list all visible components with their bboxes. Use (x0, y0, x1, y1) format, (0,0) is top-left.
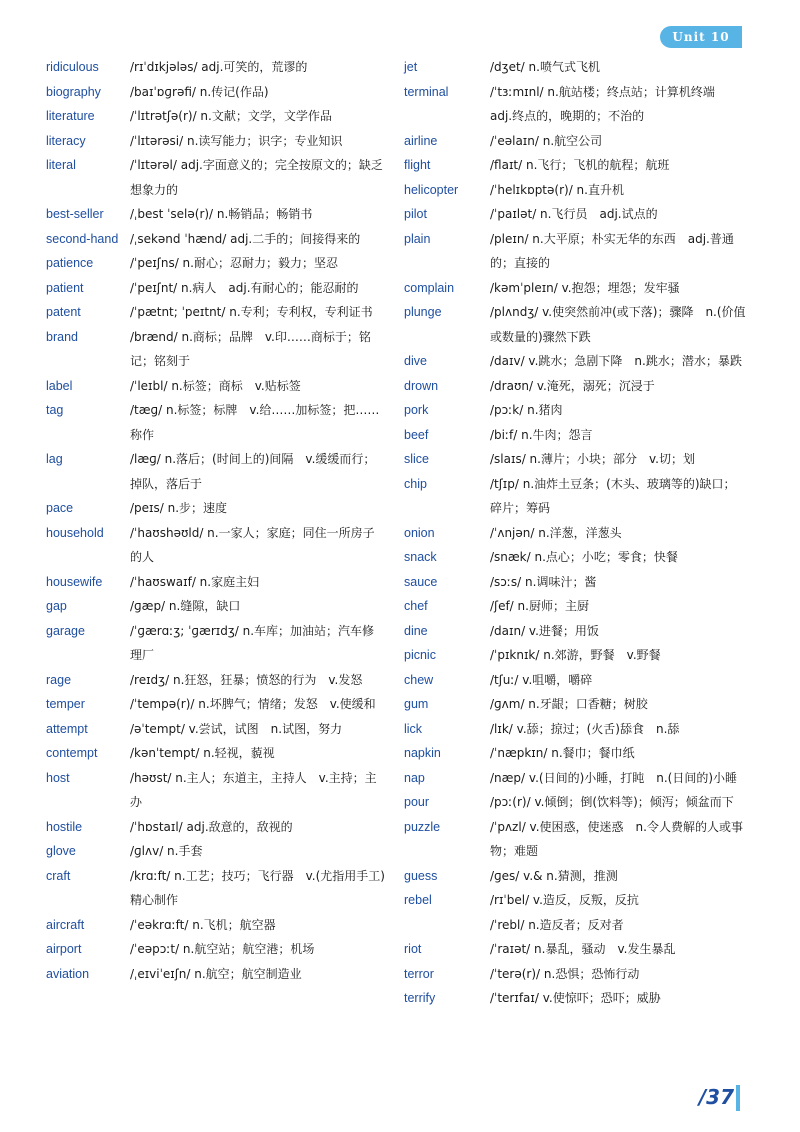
vocab-word: snack (404, 550, 437, 564)
vocab-definition: /tæɡ/ n.标签；标牌 v.给……加标签；把……称作 (130, 403, 380, 442)
vocab-definition: /ˈlɪtərəsi/ n.读写能力；识字；专业知识 (130, 133, 343, 148)
vocab-definition: /plʌndʒ/ v.使突然前冲(或下落)；骤降 n.(价值或数量的)骤然下跌 (490, 305, 746, 344)
right-column (404, 55, 746, 1011)
vocab-definition: /ɡlʌv/ n.手套 (130, 844, 203, 858)
vocab-definition: /ˌbest ˈselə(r)/ n.畅销品；畅销书 (130, 207, 313, 221)
vocab-entry (46, 937, 386, 962)
vocab-entry (46, 668, 386, 693)
vocab-definition: /ˈtɜːmɪnl/ n.航站楼；终点站；计算机终端 adj.终点的，晚期的；不治的 (490, 84, 727, 123)
vocab-word: rebel (404, 893, 432, 907)
vocab-entry (404, 766, 746, 791)
vocab-entry (46, 325, 386, 374)
vocab-word: patent (46, 305, 81, 319)
vocab-word: chip (404, 476, 427, 491)
vocab-word: jet (404, 60, 418, 74)
vocab-entry (404, 913, 746, 938)
vocab-entry (46, 594, 386, 619)
vocab-definition: /həʊst/ n.主人；东道主，主持人 v.主持；主办 (130, 770, 377, 809)
vocab-definition: /ˈtempə(r)/ n.坏脾气；情绪；发怒 v.使缓和 (130, 697, 376, 711)
vocab-word: gap (46, 599, 67, 613)
vocab-definition: /ˈeəkrɑːft/ n.飞机；航空器 (130, 917, 276, 932)
vocab-definition: /biːf/ n.牛肉；怨言 (490, 427, 593, 442)
vocab-entry (46, 374, 386, 399)
vocab-entry (46, 276, 386, 301)
vocab-definition: /draʊn/ v.淹死，溺死；沉浸于 (490, 378, 655, 393)
vocab-word: pilot (404, 207, 427, 221)
vocab-word: craft (46, 868, 71, 883)
vocab-definition: /pɔːk/ n.猪肉 (490, 403, 563, 417)
vocab-entry (46, 692, 386, 717)
vocab-entry (404, 349, 746, 374)
vocab-entry (46, 202, 386, 227)
vocab-definition: /reɪdʒ/ n.狂怒，狂暴；愤怒的行为 v.发怒 (130, 672, 363, 687)
vocab-entry (46, 447, 386, 496)
vocab-word: pork (404, 403, 429, 417)
vocab-definition: /sɔːs/ n.调味汁；酱 (490, 574, 597, 589)
vocab-definition: /ˈpʌzl/ v.使困惑，使迷惑 n.令人费解的人或事物；难题 (490, 819, 743, 858)
vocab-definition: /dʒet/ n.喷气式飞机 (490, 60, 600, 74)
vocab-definition: /daɪn/ v.进餐；用饭 (490, 623, 599, 638)
vocab-definition: /krɑːft/ n.工艺；技巧；飞行器 v.(尤指用手工)精心制作 (130, 868, 385, 907)
vocab-definition: /əˈtempt/ v.尝试，试图 n.试图，努力 (130, 721, 343, 736)
vocab-word: patient (46, 280, 84, 295)
vocab-entry (404, 521, 746, 546)
vocab-definition: /rɪˈdɪkjələs/ adj.可笑的，荒谬的 (130, 60, 308, 74)
vocab-entry (46, 717, 386, 742)
vocab-definition: /peɪs/ n.步；速度 (130, 501, 228, 515)
vocab-definition: /pleɪn/ n.大平原；朴实无华的东西 adj.普通的；直接的 (490, 231, 734, 270)
vocab-definition: /ˈlɪtrətʃə(r)/ n.文献；文学，文学作品 (130, 109, 332, 123)
vocab-word: biography (46, 84, 101, 99)
vocab-word: sauce (404, 574, 438, 589)
vocab-entry (46, 398, 386, 447)
vocab-word: host (46, 770, 70, 785)
vocab-word: rage (46, 672, 72, 687)
vocab-word: onion (404, 525, 435, 540)
vocab-word: airport (46, 942, 82, 956)
vocab-word: flight (404, 158, 431, 172)
vocab-entry (404, 374, 746, 399)
vocab-definition: /ˈeəpɔːt/ n.航空站；航空港；机场 (130, 942, 315, 956)
vocab-definition: /ɡæp/ n.缝隙，缺口 (130, 599, 241, 613)
vocab-definition: /ˈhɒstaɪl/ adj.敌意的，敌视的 (130, 819, 293, 834)
vocab-definition: /ˈpeɪʃns/ n.耐心；忍耐力；毅力；坚忍 (130, 256, 338, 270)
vocab-definition: /ˈnæpkɪn/ n.餐巾；餐巾纸 (490, 746, 635, 760)
vocab-definition: /pɔː(r)/ v.倾倒；倒(饮料等)；倾泻；倾盆而下 (490, 795, 734, 809)
vocab-definition: /tʃɪp/ n.油炸土豆条；(木头、玻璃等的)缺口；碎片；筹码 (490, 476, 736, 515)
vocab-definition: /rɪˈbel/ v.造反，反叛，反抗 (490, 893, 639, 907)
vocab-word: gum (404, 697, 429, 711)
vocab-word: chef (404, 599, 428, 613)
vocab-word: drown (404, 378, 439, 393)
vocab-entry (404, 398, 746, 423)
vocab-definition: /ˈterə(r)/ n.恐惧；恐怖行动 (490, 966, 640, 981)
vocab-entry (404, 741, 746, 766)
vocab-entry (404, 668, 746, 693)
vocab-word: brand (46, 329, 78, 344)
vocab-word: napkin (404, 746, 441, 760)
vocab-word: patience (46, 256, 94, 270)
vocab-word: nap (404, 770, 425, 785)
vocab-word: tag (46, 403, 64, 417)
vocab-word: guess (404, 868, 438, 883)
vocab-word: household (46, 525, 104, 540)
vocab-entry (404, 692, 746, 717)
vocab-definition: /ˈterɪfaɪ/ v.使惊吓；恐吓；威胁 (490, 991, 661, 1005)
vocab-entry (404, 717, 746, 742)
vocab-entry (404, 888, 746, 913)
vocab-word: attempt (46, 721, 88, 736)
vocab-entry (404, 619, 746, 644)
vocab-definition: /ˈraɪət/ n.暴乱，骚动 v.发生暴乱 (490, 942, 676, 956)
vocab-entry (404, 276, 746, 301)
vocab-entry (46, 741, 386, 766)
vocab-entry (404, 55, 746, 80)
vocab-definition: /ʃef/ n.厨师；主厨 (490, 599, 589, 613)
vocab-entry (46, 864, 386, 913)
vocab-entry (46, 570, 386, 595)
vocab-definition: /ˈpɪknɪk/ n.郊游，野餐 v.野餐 (490, 648, 661, 662)
left-column (46, 55, 386, 986)
vocab-word: plain (404, 231, 431, 246)
vocab-entry (46, 766, 386, 815)
vocab-definition: /baɪˈɒɡrəfi/ n.传记(作品) (130, 84, 269, 99)
vocab-entry (404, 178, 746, 203)
vocab-definition: /ˈʌnjən/ n.洋葱，洋葱头 (490, 525, 622, 540)
vocab-entry (46, 251, 386, 276)
vocab-word: riot (404, 942, 422, 956)
vocab-definition: /slaɪs/ n.薄片；小块；部分 v.切；划 (490, 452, 695, 466)
vocab-entry (404, 472, 746, 521)
vocab-word: airline (404, 133, 438, 148)
vocab-entry (46, 300, 386, 325)
vocab-entry (46, 521, 386, 570)
vocab-definition: /læɡ/ n.落后；(时间上的)间隔 v.缓缓而行；掉队，落后于 (130, 452, 376, 491)
vocab-word: literal (46, 158, 76, 172)
vocab-word: dine (404, 623, 428, 638)
vocab-entry (46, 129, 386, 154)
vocab-entry (46, 496, 386, 521)
vocab-definition: /flaɪt/ n.飞行；飞机的航程；航班 (490, 158, 670, 172)
vocab-entry (404, 790, 746, 815)
vocab-definition: /ɡes/ v.& n.猜测，推测 (490, 868, 618, 883)
vocab-definition: /ˌeɪviˈeɪʃn/ n.航空；航空制造业 (130, 966, 302, 981)
vocab-word: terminal (404, 84, 449, 99)
vocab-word: aviation (46, 966, 90, 981)
vocab-word: housewife (46, 574, 103, 589)
page-number: /37 (698, 1085, 734, 1109)
vocab-definition: /næp/ v.(日间的)小睡，打盹 n.(日间的)小睡 (490, 770, 738, 785)
vocab-definition: /tʃuː/ v.咀嚼，嚼碎 (490, 672, 593, 687)
vocab-word: best-seller (46, 207, 104, 221)
vocab-definition: /lɪk/ v.舔；掠过；(火舌)舔食 n.舔 (490, 721, 680, 736)
vocab-definition: /daɪv/ v.跳水；急剧下降 n.跳水；潜水；暴跌 (490, 354, 742, 368)
vocab-entry (404, 962, 746, 987)
vocab-word: chew (404, 672, 434, 687)
vocab-word: helicopter (404, 182, 459, 197)
vocab-entry (46, 80, 386, 105)
vocab-entry (404, 594, 746, 619)
vocab-definition: /ˈpætnt; ˈpeɪtnt/ n.专利；专利权，专利证书 (130, 305, 373, 319)
vocab-word: second-hand (46, 231, 119, 246)
vocab-entry (46, 619, 386, 668)
vocab-entry (404, 423, 746, 448)
vocab-entry (404, 447, 746, 472)
vocab-entry (46, 104, 386, 129)
vocab-word: ridiculous (46, 60, 99, 74)
vocab-word: contempt (46, 746, 98, 760)
vocab-entry (404, 153, 746, 178)
vocab-definition: /ɡʌm/ n.牙龈；口香糖；树胶 (490, 697, 648, 711)
vocab-word: literacy (46, 133, 86, 148)
vocab-entry (404, 643, 746, 668)
vocab-definition: /snæk/ n.点心；小吃；零食；快餐 (490, 550, 678, 564)
vocab-word: picnic (404, 648, 436, 662)
vocab-definition: /ˈhaʊswaɪf/ n.家庭主妇 (130, 574, 260, 589)
vocab-word: temper (46, 697, 85, 711)
vocab-word: pour (404, 795, 430, 809)
vocab-word: aircraft (46, 917, 85, 932)
vocab-entry (46, 839, 386, 864)
vocab-word: lick (404, 721, 423, 736)
vocab-word: plunge (404, 305, 442, 319)
vocab-word: slice (404, 452, 430, 466)
vocab-entry (404, 570, 746, 595)
vocab-definition: /kənˈtempt/ n.轻视，藐视 (130, 746, 275, 760)
vocab-entry (404, 202, 746, 227)
vocab-word: pace (46, 501, 74, 515)
vocab-word: label (46, 378, 73, 393)
vocab-definition: /ˈlɪtərəl/ adj.字面意义的；完全按原文的；缺乏想象力的 (130, 158, 383, 197)
vocab-entry (404, 129, 746, 154)
vocab-word: garage (46, 623, 85, 638)
vocab-word: complain (404, 280, 455, 295)
vocab-word: beef (404, 427, 429, 442)
vocab-definition: /ˈpeɪʃnt/ n.病人 adj.有耐心的；能忍耐的 (130, 280, 359, 295)
vocab-word: terrify (404, 991, 436, 1005)
vocab-definition: /ˈhaʊshəʊld/ n.一家人；家庭；同住一所房子的人 (130, 525, 375, 564)
vocab-word: lag (46, 452, 63, 466)
vocab-word: hostile (46, 819, 83, 834)
vocab-entry (46, 227, 386, 252)
vocab-entry (46, 913, 386, 938)
vocab-entry (46, 962, 386, 987)
vocab-entry (404, 80, 746, 129)
vocab-entry (46, 55, 386, 80)
vocab-word: puzzle (404, 819, 441, 834)
vocab-entry (46, 153, 386, 202)
vocab-definition: /ˈɡærɑːʒ; ˈɡærɪdʒ/ n.车库；加油站；汽车修理厂 (130, 623, 375, 662)
vocab-entry (46, 815, 386, 840)
vocab-entry (404, 864, 746, 889)
vocab-entry (404, 227, 746, 276)
vocab-entry (404, 545, 746, 570)
vocab-definition: /ˈleɪbl/ n.标签；商标 v.贴标签 (130, 378, 301, 393)
unit-badge: Unit 10 (660, 26, 742, 48)
vocab-word: dive (404, 354, 427, 368)
vocab-word: glove (46, 844, 76, 858)
vocab-definition: /ˈhelɪkɒptə(r)/ n.直升机 (490, 182, 624, 197)
vocab-definition: /ˌsekənd ˈhænd/ adj.二手的；间接得来的 (130, 231, 361, 246)
vocab-entry (404, 815, 746, 864)
vocab-word: literature (46, 109, 95, 123)
vocab-definition: /kəmˈpleɪn/ v.抱怨；埋怨；发牢骚 (490, 280, 680, 295)
vocab-entry (404, 937, 746, 962)
vocab-entry (404, 300, 746, 349)
vocab-definition: /ˈrebl/ n.造反者；反对者 (490, 917, 624, 932)
vocab-entry (404, 986, 746, 1011)
vocab-word: terror (404, 966, 434, 981)
vocab-word (404, 913, 490, 938)
vocab-definition: /brænd/ n.商标；品牌 v.印……商标于；铭记；铭刻于 (130, 329, 371, 368)
vocab-definition: /ˈpaɪlət/ n.飞行员 adj.试点的 (490, 207, 658, 221)
page-number-bar (736, 1085, 740, 1111)
vocab-definition: /ˈeəlaɪn/ n.航空公司 (490, 133, 603, 148)
